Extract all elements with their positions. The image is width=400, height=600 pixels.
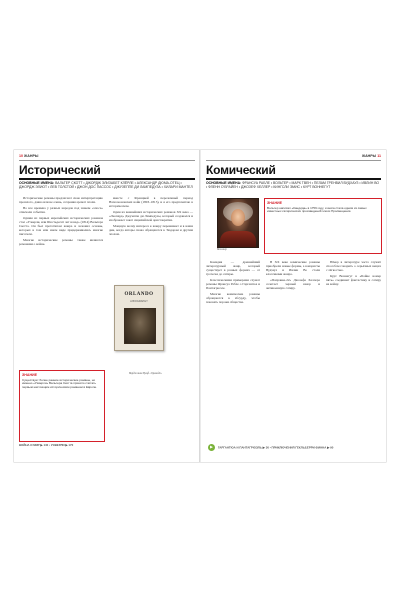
right-main-names [206,181,381,189]
left-title-rule [19,178,195,180]
right-footer-text: ГАРГАНТЮА И ПАНТАГРЮЭЛЬ ▶ 30 • ПРИКЛЮЧЕНИЯ ГЕКЛЬБЕРРИ ФИННА ▶ 90 [217,445,334,450]
left-col2-p1: вместе с Францией в переломный период Наполеоновских войн (1803–1815), и я его предпочитаю в историческом. [109,196,193,209]
portrait-face [231,209,245,226]
book-cover-illustration [124,308,156,344]
right-page-number: 11 [377,154,381,158]
left-col1-p3: Одним из первых европейских исторических романов стал «Уэверли, или Шестьдесят лет назад» (1814) Вальтера Скотта. Он был прототипом жанра и заложил основы, которых в том или ином виде придерживались многие писатели. [19,215,103,236]
left-column-2 [109,196,193,238]
book-cover-title: ORLANDO [124,292,154,297]
left-section-label: ЖАНРЫ [24,154,39,158]
left-column-1 [19,196,103,247]
right-col1-p1: Комедия — древнейший литературный жанр, который существует в разных формах — от гротеска до сатиры. [206,260,260,277]
left-main-names [19,181,195,189]
left-col1-p2: Во все времена у разных народов под знаком «эпоса» отмечали события. [19,205,103,214]
right-footer-arrow-icon: ▶ [208,444,215,451]
right-col2-p1: В XX веке комические романы приобрели новые формы, а юмористы Вудхауз и Ивлин Во стали классиками жанра. [266,260,320,277]
book-spread [14,150,386,462]
left-footer [19,444,195,448]
right-column-1 [206,260,260,306]
portrait-coat [220,231,256,247]
right-running-head [362,154,381,158]
right-col1-p3: Многие комические романы обращаются к абсурду, чтобы показать пороки общества. [206,291,260,305]
right-col3-p2: Курт Воннегут в «Бойне номер пять» соединяет фантастику и сатиру на войну. [326,273,381,287]
right-main-names-list: ФРАНСУА РАБЛЕ • ВОЛЬТЕР • МАРК ТВЕН • ПЕЛАМ ГРЕНВИЛ ВУДХАУЗ • ИВЛИН ВО • ФЛЕНН О'БРАЙЕН • ДЖОЗЕФ ХЕЛЛЕР • КИНГСЛИ ЭМИС • КУРТ ВОННЕГУТ [206,181,380,190]
right-sidebar-box [264,198,382,254]
left-main-names-label: ОСНОВНЫЕ ИМЕНА: [19,181,55,185]
right-footer [206,444,381,451]
left-col2-p3: Мощную волну интереса к жанру переживает и в наши дни, когда авторы снова обращаются к Тюдорам и другим эпохам. [109,223,193,236]
left-col2-p2: Один из важнейших исторических романов XX века — «Леопард» Джузеппе ди Лампедузы, который создавался и изображает закат сицилийской аристократии. [109,209,193,223]
right-section-label: ЖАНРЫ [361,154,377,158]
left-sidebar-box [19,370,105,442]
left-sidebar-text: Существует более ранние исторические романы, но именно «Уэверли» Вальтера Скотта принято считать первым настоящим историческим романом в Европе. [22,377,98,390]
right-sidebar-title: ЗНАНИЕ [267,201,283,205]
orlando-book-cover-image [114,285,164,351]
left-header-rule [19,160,195,161]
book-cover-subtitle: A BIOGRAPHY [130,300,148,303]
right-col3-p1: Юмор в литературе часто служит способом говорить о серьёзных вещах с лёгкостью. [326,260,381,273]
right-sidebar-text: Вольтер написал «Кандида» в 1759 году, и книга стала одним из самых известных сатирических произведений эпохи Просвещения. [267,205,367,214]
left-footer-text: ВОЙНА И МИР ▶ 140 • УЭВЕРЛИ ▶ 170 [19,443,74,447]
right-main-names-label: ОСНОВНЫЕ ИМЕНА: [206,181,242,185]
left-col1-p4: Многие исторические романы также являются романами о войне. [19,237,103,246]
left-page-title: Исторический [19,163,101,177]
left-col1-p1: Исторические романы предлагают свою интерпретацию прошлого, давно или не очень, сохраняя аромат эпохи. [19,196,103,205]
left-sidebar-title: ЗНАНИЕ [22,373,38,377]
right-column-2 [266,260,320,292]
left-main-names-list: ВАЛЬТЕР СКОТТ • ДЖОРДЖ ЭЛИЗАБЕТ КЛЁРЛЕ • АЛЕКСАНДР ДЮМА-ОТЕЦ • ДЖОРДЖ ЭЛИОТ • ЛЕВ ТОЛСТОЙ • ДЖОН ДОС ПАССОС • ДЖУЗЕППЕ ДИ ЛАМПЕДУЗА • ХИЛАРИ МАНТЕЛ [19,181,193,190]
right-page-title: Комический [206,163,276,177]
right-title-rule [206,178,381,180]
book-gutter [199,150,201,462]
book-cover-caption: Вирджиния Вулф «Орландо» [128,372,162,375]
right-column-3 [326,260,381,288]
right-header-rule [206,160,381,161]
left-page-number: 10 [19,154,23,158]
portrait-caption: Вольтер [217,248,227,251]
left-running-head [19,154,38,158]
right-col1-p2: Классическими примерами служат романы Франсуа Рабле о Гаргантюа и Пантагрюэле. [206,277,260,291]
right-col2-p2: «Поправка-22» Джозефа Хеллера сочетает черный юмор и антивоенную сатиру. [266,277,320,291]
voltaire-portrait-image [217,198,259,248]
